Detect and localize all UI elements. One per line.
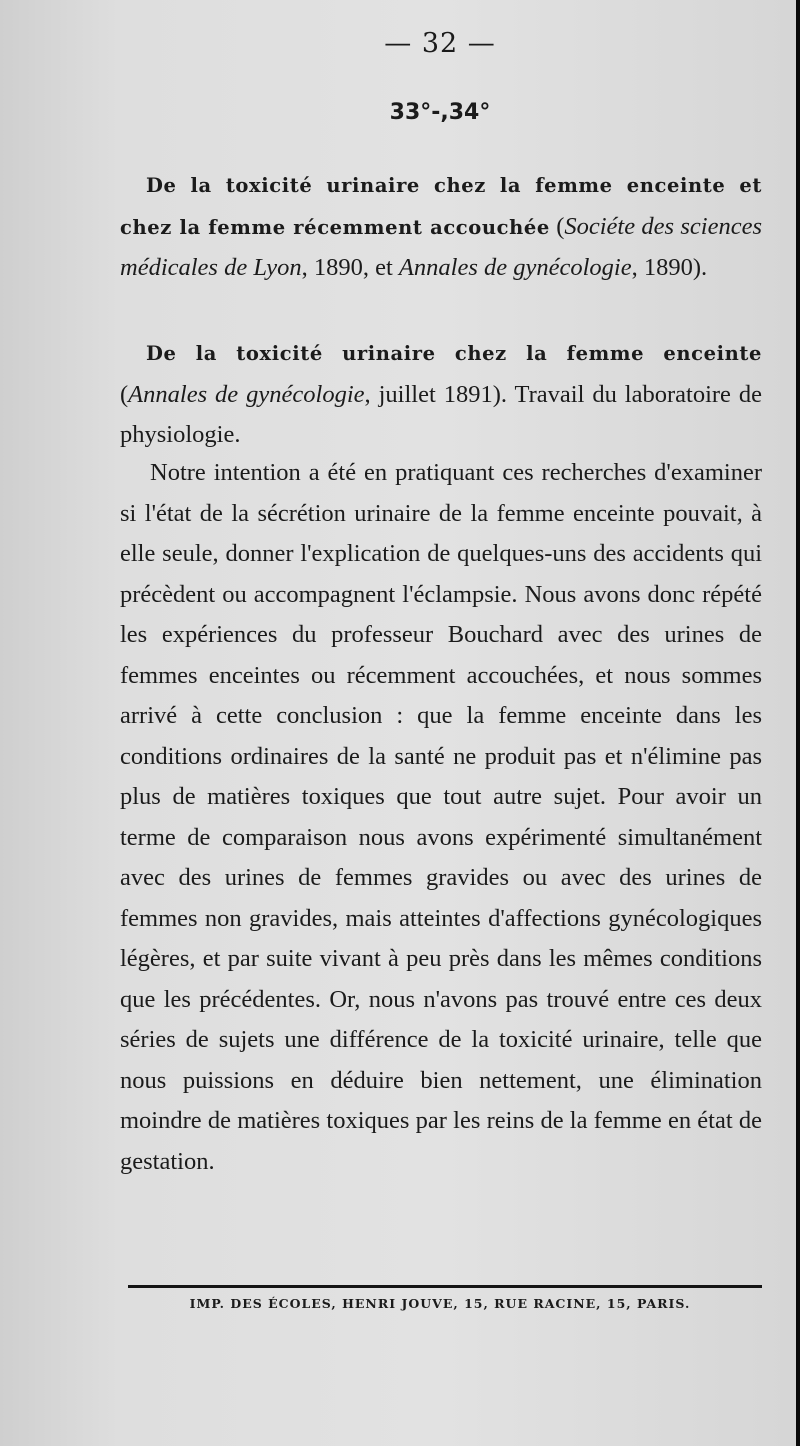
entry-2-source: Annales de gynécologie — [128, 380, 365, 408]
entry-1-title: De la toxicité urinaire chez la femme enceinte et chez la femme récemment accouchée — [120, 174, 762, 239]
footer-rule — [128, 1285, 762, 1288]
printer-imprint: IMP. DES ÉCOLES, HENRI JOUVE, 15, RUE RACINE, 15, PARIS. — [189, 1296, 691, 1311]
section-heading: 33°-,34° — [389, 100, 491, 125]
entry-2-paren: ( — [120, 380, 129, 408]
entry-1-end: , 1890). — [631, 254, 708, 281]
page-number: — 32 — — [384, 28, 496, 59]
body-paragraph: Notre intention a été en pratiquant ces recherches d'examiner si l'état de la sécrétion urinaire de la femme enceinte pouvait, à elle seule, donner l'explication de quelques-uns des accidents qui précèdent ou accompagnent l'éclampsie. Nous avons donc répété les expériences du professeur Bouchard avec des urines de femmes enceintes ou récemment accouchées, et nous sommes arrivé à cette conclusion : que la femme enceinte dans les conditions ordinaires de la santé ne produit pas et n'élimine pas plus de matières toxiques que tout autre sujet. Pour avoir un terme de comparaison nous avons expérimenté simultanément avec des urines de femmes gravides ou avec des urines de femmes non gravides, mais atteintes d'affections gynécologiques légères, et par suite vivant à peu près dans les mêmes conditions que les précédentes. Or, nous n'avons pas trouvé entre ces deux séries de sujets une différence de la toxicité urinaire, telle que nous puissions en déduire bien nettement, une élimination moindre de matières toxiques par les reins de la femme en état de gestation. — [120, 459, 762, 1175]
entry-2-title: De la toxicité urinaire chez la femme enceinte — [146, 342, 762, 365]
bibliography-entry-2 — [120, 333, 762, 456]
entry-1-source-2: Annales de gynécologie — [398, 254, 632, 281]
entry-2-rest: , juillet 1891). Travail du laboratoire de physiologie. — [120, 380, 762, 448]
bibliography-entry-1 — [120, 165, 762, 289]
entry-1-paren: ( — [549, 212, 565, 240]
entry-1-source-1: Sociéte des sciences médicales de Lyon — [120, 212, 762, 281]
entry-1-mid: , 1890, et — [301, 254, 399, 281]
